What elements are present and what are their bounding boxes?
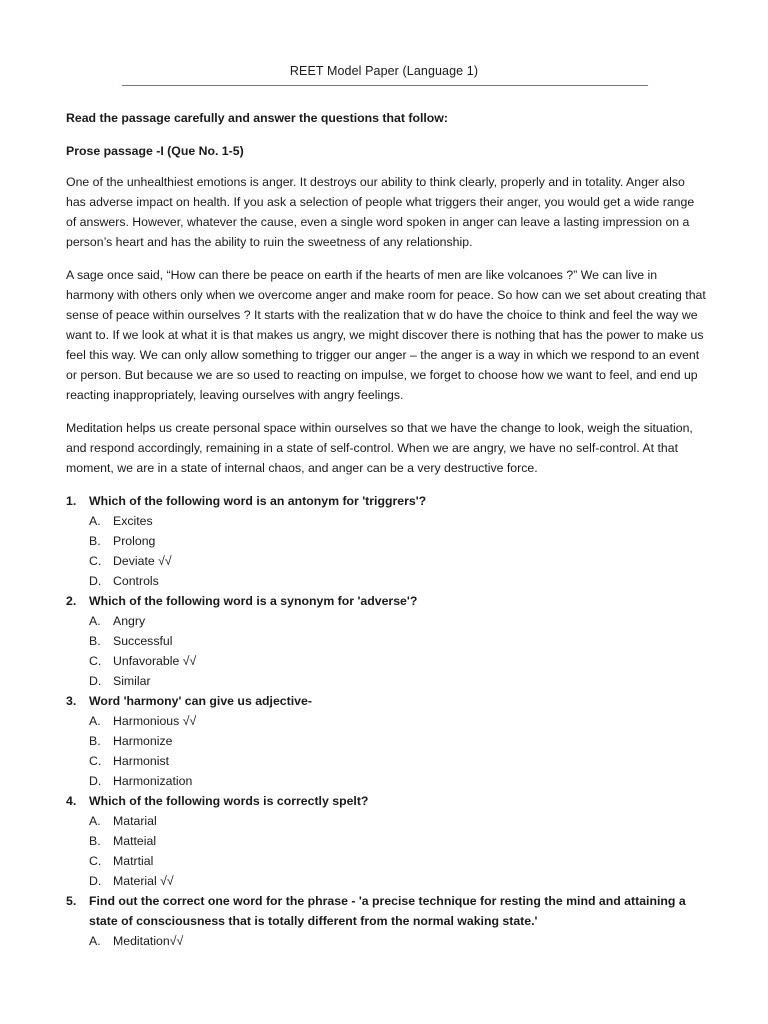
option-text: Material √√ — [113, 874, 174, 888]
option-text: Deviate √√ — [113, 554, 172, 568]
option-item — [89, 571, 706, 591]
question-5 — [66, 891, 706, 951]
option-letter: D. — [89, 674, 102, 688]
question-2 — [66, 591, 706, 691]
option-text: Similar — [113, 674, 151, 688]
option-item — [89, 551, 706, 571]
question-number: 5. — [66, 894, 77, 908]
option-list — [89, 811, 706, 891]
option-text: Matarial — [113, 814, 157, 828]
option-text: Harmonization — [113, 774, 193, 788]
question-text: Which of the following word is an antonym for 'triggrers'? — [89, 494, 427, 508]
option-item — [89, 811, 706, 831]
option-item — [89, 611, 706, 631]
question-text: Word 'harmony' can give us adjective- — [89, 694, 312, 708]
passage-paragraph-3: Meditation helps us create personal space within ourselves so that we have the change to look, weigh the situation, and respond accordingly, remaining in a state of self-control. When we are angry, we have no self-control. At that moment, we are in a state of internal chaos, and anger can be a very destructive force. — [66, 421, 693, 475]
instruction-text: Read the passage carefully and answer the questions that follow: — [66, 111, 448, 125]
option-letter: C. — [89, 854, 102, 868]
question-number: 4. — [66, 794, 77, 808]
option-letter: B. — [89, 834, 101, 848]
option-text: Matrtial — [113, 854, 154, 868]
option-item — [89, 711, 706, 731]
question-text: Find out the correct one word for the phrase - 'a precise technique for resting the mind and attaining a state of consciousness that is totally different from the normal waking state.' — [89, 894, 686, 928]
option-item — [89, 851, 706, 871]
option-item — [89, 771, 706, 791]
option-item — [89, 731, 706, 751]
question-3 — [66, 691, 706, 791]
option-letter: C. — [89, 654, 102, 668]
passage-paragraph-1: One of the unhealthiest emotions is anger. It destroys our ability to think clearly, properly and in totality. Anger also has adverse impact on health. If you ask a selection of people what triggers their anger, you would get a wide range of answers. However, whatever the cause, even a single word spoken in anger can leave a lasting impression on a person’s heart and has the ability to ruin the sweetness of any relationship. — [66, 175, 695, 249]
question-list — [66, 491, 706, 951]
option-letter: C. — [89, 754, 102, 768]
option-letter: B. — [89, 634, 101, 648]
option-text: Controls — [113, 574, 159, 588]
header-divider — [122, 85, 648, 86]
passage-paragraph-2: A sage once said, “How can there be peace on earth if the hearts of men are like volcanoes ?” We can live in harmony with others only when we overcome anger and make room for peace. So how can we set about creating that sense of peace within ourselves ? It starts with the realization that w do have the choice to think and feel the way we want to. If we look at what it is that makes us angry, we might discover there is nothing that has the power to make us feel this way. We can only allow something to trigger our anger – the anger is a way in which we respond to an event or person. But because we are so used to reacting on impulse, we forget to choose how we want to feel, and end up reacting inappropriately, leaving ourselves with angry feelings. — [66, 268, 706, 402]
question-number: 3. — [66, 694, 77, 708]
option-letter: D. — [89, 874, 102, 888]
option-text: Excites — [113, 514, 153, 528]
question-1 — [66, 491, 706, 591]
option-list — [89, 711, 706, 791]
passage-title: Prose passage -I (Que No. 1-5) — [66, 144, 244, 158]
option-text: Prolong — [113, 534, 156, 548]
option-letter: A. — [89, 614, 101, 628]
option-list — [89, 931, 706, 951]
option-letter: A. — [89, 514, 101, 528]
option-item — [89, 831, 706, 851]
option-item — [89, 651, 706, 671]
option-text: Matteial — [113, 834, 157, 848]
option-letter: D. — [89, 774, 102, 788]
option-letter: D. — [89, 574, 102, 588]
option-item — [89, 531, 706, 551]
option-letter: B. — [89, 734, 101, 748]
option-letter: B. — [89, 534, 101, 548]
option-text: Harmonist — [113, 754, 170, 768]
page-header-title: REET Model Paper (Language 1) — [289, 64, 479, 78]
option-text: Unfavorable √√ — [113, 654, 197, 668]
option-letter: C. — [89, 554, 102, 568]
option-item — [89, 751, 706, 771]
question-text: Which of the following words is correctly spelt? — [89, 794, 369, 808]
question-4 — [66, 791, 706, 891]
question-number: 2. — [66, 594, 77, 608]
option-text: Angry — [113, 614, 146, 628]
option-letter: A. — [89, 814, 101, 828]
document-body — [66, 108, 706, 951]
option-text: Harmonious √√ — [113, 714, 197, 728]
option-item — [89, 671, 706, 691]
option-item — [89, 871, 706, 891]
question-text: Which of the following word is a synonym for 'adverse'? — [89, 594, 418, 608]
question-number: 1. — [66, 494, 77, 508]
option-item — [89, 631, 706, 651]
option-text: Meditation√√ — [113, 934, 184, 948]
option-list — [89, 611, 706, 691]
option-text: Harmonize — [113, 734, 173, 748]
option-item — [89, 511, 706, 531]
option-text: Successful — [113, 634, 173, 648]
option-item — [89, 931, 706, 951]
option-list — [89, 511, 706, 591]
option-letter: A. — [89, 934, 101, 948]
option-letter: A. — [89, 714, 101, 728]
